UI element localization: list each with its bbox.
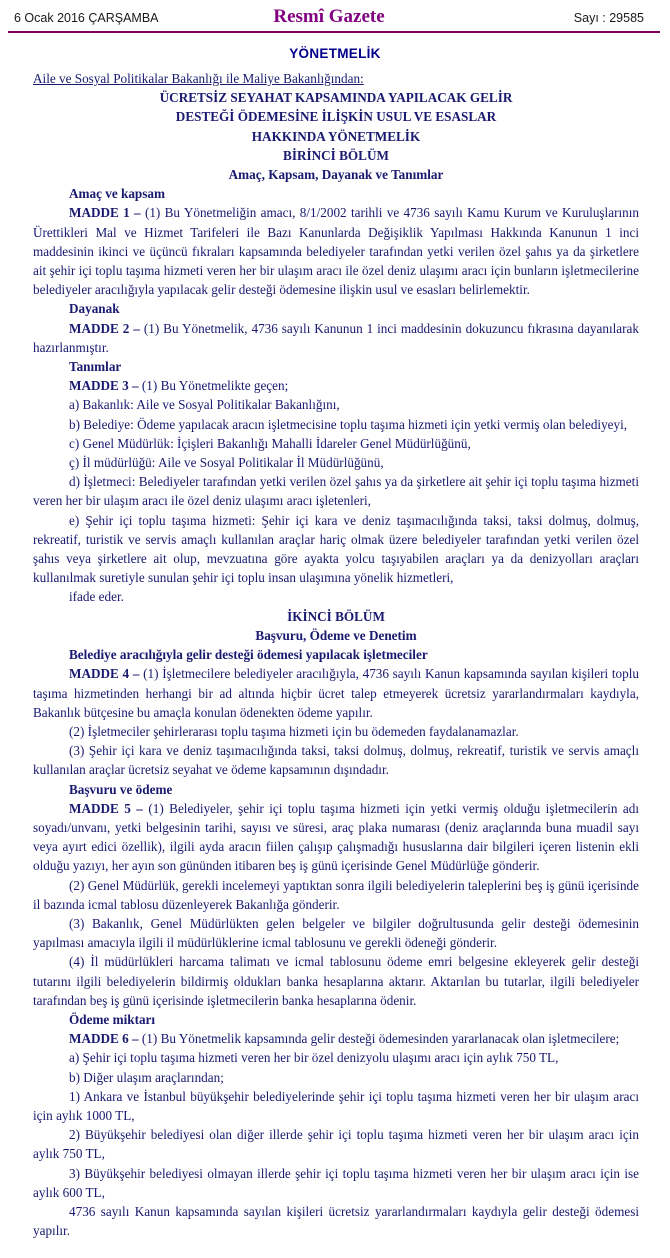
chapter-subtitle: Başvuru, Ödeme ve Denetim	[255, 627, 417, 643]
article-paragraph: 1) Ankara ve İstanbul büyükşehir belediyelerinde şehir içi toplu taşıma hizmeti veren her bir ulaşım aracı için aylık 1000 TL,	[33, 1088, 639, 1123]
article-heading: Ödeme miktarı	[69, 1011, 156, 1027]
article-paragraph: b) Diğer ulaşım araçlarından;	[69, 1069, 224, 1085]
section-heading: YÖNETMELİK	[289, 46, 381, 61]
article-paragraph: e) Şehir içi toplu taşıma hizmeti: Şehir içi kara ve deniz taşımacılığında taksi, taksi dolmuş, dolmuş, rekreatif, turistik ve servis amaçlı kullanılan araçlar hariç olmak üzere belediyeler tarafından yetki verilen özel şahıs veya şirketlere ait olup, mevzuatına göre ayakta yolcu taşıyabilen araçları ya da denizyolları araçları kullanılmak suretiyle sunulan şehir içi toplu insan ulaşımına yönelik hizmetleri,	[33, 512, 639, 586]
issuer-line: Aile ve Sosyal Politikalar Bakanlığı ile Maliye Bakanlığından:	[33, 71, 364, 86]
article-paragraph: (4) İl müdürlükleri harcama talimatı ve icmal tablosunu ödeme emri belgesine ekleyerek gelir desteği tutarını ilgili belediyelerin bildirmiş oldukları banka hesaplarına aktarır. Aktarılan bu tutarlar, ilgili belediyeler tarafından beş iş günü içerisinde işletmecilerin banka hesaplarına ödenir.	[33, 954, 639, 1008]
article-paragraph: b) Belediye: Ödeme yapılacak aracın işletmecisine toplu taşıma hizmeti için yetki vermiş olan belediyeyi,	[69, 416, 628, 432]
chapter-heading: BİRİNCİ BÖLÜM	[283, 147, 389, 163]
chapter-heading: İKİNCİ BÖLÜM	[287, 608, 385, 624]
article-paragraph: MADDE 3 – (1) Bu Yönetmelikte geçen;	[69, 378, 289, 394]
article-paragraph: (2) İşletmeciler şehirlerarası toplu taşıma hizmeti için bu ödemeden faydalanamazlar.	[69, 723, 519, 739]
article-heading: Belediye aracılığıyla gelir desteği ödemesi yapılacak işletmeciler	[69, 647, 428, 663]
article-paragraph: d) İşletmeci: Belediyeler tarafından yetki verilen özel şahıs ya da şirketlere ait şehir içi toplu taşıma hizmeti veren her bir ulaşım aracı ile özel deniz ulaşımı aracı işletenleri,	[33, 474, 639, 509]
article-paragraph: ç) İl müdürlüğü: Aile ve Sosyal Politikalar İl Müdürlüğünü,	[69, 455, 384, 471]
article-paragraph: MADDE 4 – (1) İşletmecilere belediyeler aracılığıyla, 4736 sayılı Kanun kapsamında sayılan kişileri toplu taşıma hizmetinden herhangi bir ad altında hiçbir ücret talep etmeyerek ücretsiz yararlandırmaları kaydıyla, Bakanlık bütçesine bu amaçla konulan ödenekten ödeme yapılır.	[33, 666, 639, 720]
article-heading: Amaç ve kapsam	[69, 186, 165, 202]
header-divider	[8, 31, 660, 33]
article-heading: Dayanak	[69, 301, 120, 317]
gazette-title: Resmî Gazete	[273, 6, 385, 27]
article-paragraph: MADDE 1 – (1) Bu Yönetmeliğin amacı, 8/1/2002 tarihli ve 4736 sayılı Kamu Kurum ve Kuruluşlarının Ürettikleri Mal ve Hizmet Tarifeleri ile Bazı Kanunlarda Değişiklik Yapılması Hakkında Kanunun 1 inci maddesinin ikinci ve üçüncü fıkraları kapsamında belediyeler tarafından yetki verilen özel şahıs ya da şirketlere ait şehir içi toplu taşıma hizmeti veren her bir ulaşım aracı ile özel deniz ulaşımı aracı için bunların işletmecilerine belediyeler aracılığıyla yapılacak gelir desteği ödemesine ilişkin usul ve esasları belirlemektir.	[33, 205, 639, 298]
issue-date: 6 Ocak 2016 ÇARŞAMBA	[14, 11, 159, 25]
article-paragraph: c) Genel Müdürlük: İçişleri Bakanlığı Mahalli İdareler Genel Müdürlüğünü,	[69, 435, 471, 451]
regulation-title-line: HAKKINDA YÖNETMELİK	[251, 128, 421, 144]
issue-number: Sayı : 29585	[573, 11, 644, 25]
article-paragraph: 4736 sayılı Kanun kapsamında sayılan kişileri ücretsiz yararlandırmaları kaydıyla gelir desteği ödemesi yapılır.	[33, 1203, 639, 1239]
article-paragraph: (3) Şehir içi kara ve deniz taşımacılığında taksi, taksi dolmuş, dolmuş, rekreatif, turistik ve servis amaçlı kullanılan araçlar ücretsiz seyahat ve ödeme kapsamının dışındadır.	[33, 743, 639, 778]
article-paragraph: a) Şehir içi toplu taşıma hizmeti veren her bir özel denizyolu ulaşımı aracı için aylık 750 TL,	[69, 1050, 559, 1066]
article-paragraph: (3) Bakanlık, Genel Müdürlükten gelen belgeler ve bilgiler doğrultusunda gelir desteği ödemesinin yapılması amacıyla ilgili il müdürlüklerine icmal tablosunu ve gerekli ödeneği gönderir.	[33, 915, 639, 951]
article-paragraph: ifade eder.	[69, 589, 124, 605]
chapter-subtitle: Amaç, Kapsam, Dayanak ve Tanımlar	[228, 167, 444, 183]
article-paragraph: MADDE 6 – (1) Bu Yönetmelik kapsamında gelir desteği ödemesinden yararlanacak olan işletmecilere;	[69, 1031, 620, 1047]
article-paragraph: 2) Büyükşehir belediyesi olan diğer illerde şehir içi toplu taşıma hizmeti veren her bir ulaşım aracı için aylık 750 TL,	[33, 1127, 639, 1162]
article-paragraph: 3) Büyükşehir belediyesi olmayan illerde şehir içi toplu taşıma hizmeti veren her bir ulaşım aracı için ise aylık 600 TL,	[33, 1165, 639, 1200]
article-paragraph: MADDE 2 – (1) Bu Yönetmelik, 4736 sayılı Kanunun 1 inci maddesinin dokuzuncu fıkrasına dayanılarak hazırlanmıştır.	[33, 320, 639, 355]
article-heading: Başvuru ve ödeme	[69, 781, 173, 797]
gazette-header	[0, 0, 670, 28]
article-paragraph: a) Bakanlık: Aile ve Sosyal Politikalar Bakanlığını,	[69, 397, 340, 413]
article-paragraph: MADDE 5 – (1) Belediyeler, şehir içi toplu taşıma hizmeti için yetki vermiş olduğu işletmecilerin adı soyadı/unvanı, yetki belgesinin tarihi, sayısı ve süresi, araç plaka numarası (deniz araçlarında buna muadil sayı veya ayırt edici özellik), ilgili ayda aracın fiilen çalışıp çalışmadığı hususlarına dair bilgileri içeren listenin ekli olduğu yazıyı, her ayın son gününden itibaren beş iş günü içerisinde Genel Müdürlüğe gönderir.	[33, 800, 639, 874]
article-heading: Tanımlar	[69, 359, 122, 375]
regulation-body	[0, 61, 670, 1258]
article-paragraph: (2) Genel Müdürlük, gerekli incelemeyi yaptıktan sonra ilgili belediyelerin taleplerini beş iş günü içerisinde il bazında icmal tablosu düzenleyerek Bakanlığa gönderir.	[33, 877, 639, 912]
regulation-title-line: DESTEĞİ ÖDEMESİNE İLİŞKİN USUL VE ESASLAR	[175, 109, 497, 125]
regulation-title-line: ÜCRETSİZ SEYAHAT KAPSAMINDA YAPILACAK GELİR	[159, 90, 513, 106]
